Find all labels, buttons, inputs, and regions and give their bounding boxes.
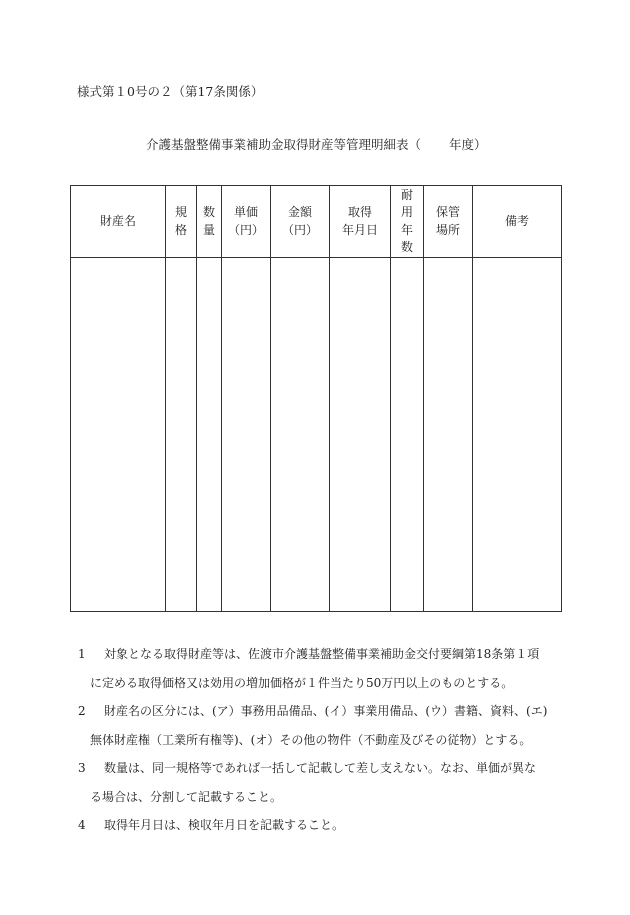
form-number: 様式第１0号の２（第17条関係） (77, 84, 264, 99)
cell-quantity[interactable] (197, 258, 222, 612)
header-acquisition-date: 取得 年月日 (330, 186, 391, 258)
table-body-row (71, 258, 562, 612)
header-unit-price: 単価 （円） (222, 186, 271, 258)
header-spec: 規 格 (166, 186, 197, 258)
note-line: る場合は、分割して記載すること。 (90, 789, 283, 804)
cell-storage-location[interactable] (424, 258, 473, 612)
note-number: 3 (78, 761, 86, 775)
cell-remarks[interactable] (473, 258, 562, 612)
asset-ledger-table (70, 185, 562, 612)
header-quantity: 数 量 (197, 186, 222, 258)
table-header-row (71, 186, 562, 258)
title-text: 介護基盤整備事業補助金取得財産等管理明細表（ (146, 137, 422, 152)
note-number: 2 (78, 704, 86, 718)
note-number: 4 (78, 818, 86, 832)
cell-useful-life[interactable] (391, 258, 424, 612)
header-asset-name: 財産名 (71, 186, 166, 258)
note-line: に定める取得価格又は効用の増加価格が１件当たり50万円以上のものとする。 (90, 675, 514, 690)
cell-spec[interactable] (166, 258, 197, 612)
note-line: 財産名の区分には、(ア）事務用品備品、(イ）事業用備品、(ウ）書籍、資料、(エ) (104, 704, 548, 718)
document-title (146, 135, 487, 153)
header-storage-location: 保管 場所 (424, 186, 473, 258)
note-item (78, 811, 558, 840)
cell-unit-price[interactable] (222, 258, 271, 612)
note-item (78, 754, 558, 811)
note-item (78, 640, 558, 697)
note-line: 数量は、同一規格等であれば一括して記載して差し支えない。なお、単価が異な (104, 761, 537, 775)
cell-amount[interactable] (271, 258, 330, 612)
cell-asset-name[interactable] (71, 258, 166, 612)
note-line: 対象となる取得財産等は、佐渡市介護基盤整備事業補助金交付要綱第18条第１項 (104, 647, 540, 661)
title-year-suffix: 年度） (449, 137, 487, 152)
note-item (78, 697, 558, 754)
note-number: 1 (78, 647, 86, 661)
note-line: 無体財産権（工業所有権等)、(オ）その他の物件（不動産及びその従物）とする。 (90, 732, 532, 747)
header-useful-life: 耐 用 年 数 (391, 186, 424, 258)
header-amount: 金額 （円） (271, 186, 330, 258)
header-remarks: 備考 (473, 186, 562, 258)
cell-acquisition-date[interactable] (330, 258, 391, 612)
note-line: 取得年月日は、検収年月日を記載すること。 (104, 818, 345, 832)
notes-section (78, 640, 558, 840)
